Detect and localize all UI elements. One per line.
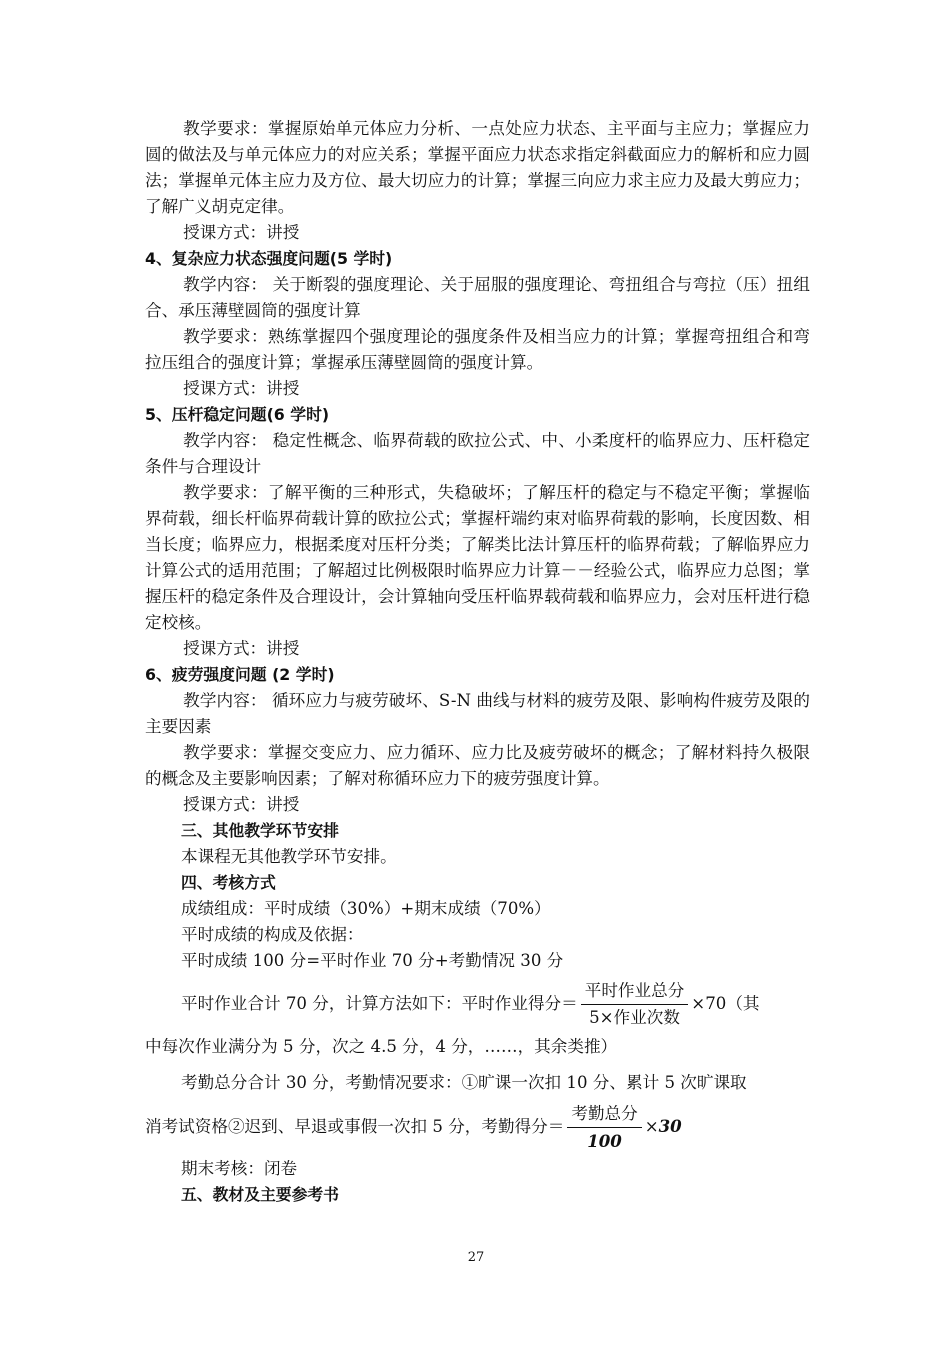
teaching-content-6: 教学内容： 循环应力与疲劳破坏、S-N 曲线与材料的疲劳及限、影响构件疲劳及限的主要因素 — [145, 691, 810, 736]
attendance-fraction — [567, 1103, 641, 1152]
attendance-fraction-numerator: 考勤总分 — [567, 1103, 641, 1128]
teaching-content-4: 教学内容： 关于断裂的强度理论、关于屈服的强度理论、弯扭组合与弯拉（压）扭组合、承压薄壁圆筒的强度计算 — [145, 275, 810, 320]
section-heading-other: 三、其他教学环节安排 — [181, 821, 339, 840]
homework-fraction-denominator: 5×作业次数 — [589, 1008, 680, 1027]
attendance-multiplier-value: 30 — [658, 1116, 682, 1136]
attendance-score-line — [145, 1096, 810, 1156]
teaching-requirements-4: 教学要求：熟练掌握四个强度理论的强度条件及相当应力的计算；掌握弯扭组合和弯拉压组合的强度计算；掌握承压薄壁圆筒的强度计算。 — [145, 327, 810, 372]
teaching-requirements-3: 教学要求：掌握原始单元体应力分析、一点处应力状态、主平面与主应力；掌握应力圆的做法及与单元体应力的对应关系；掌握平面应力状态求指定斜截面应力的解析和应力圆法；掌握单元体主应力及方位、最大切应力的计算；掌握三向应力求主应力及最大剪应力；了解广义胡克定律。 — [145, 119, 810, 216]
section-heading-4: 4、复杂应力状态强度问题(5 学时) — [145, 249, 393, 268]
usual-grade-basis: 平时成绩的构成及依据： — [181, 925, 364, 944]
homework-score-line — [145, 974, 810, 1034]
homework-score-continuation: 中每次作业满分为 5 分，次之 4.5 分，4 分，……，其余类推） — [145, 1037, 618, 1056]
final-exam: 期末考核：闭卷 — [181, 1159, 298, 1178]
document-page — [145, 116, 810, 1208]
grade-composition: 成绩组成：平时成绩（30%）+期末成绩（70%） — [181, 899, 551, 918]
teaching-requirements-5: 教学要求：了解平衡的三种形式，失稳破坏；了解压杆的稳定与不稳定平衡；掌握临界荷载，细长杆临界荷载计算的欧拉公式；掌握杆端约束对临界荷载的影响，长度因数、相当长度；临界应力，根据柔度对压杆分类；了解类比法计算压杆的临界荷载；了解临界应力计算公式的适用范围；了解超过比例极限时临界应力计算－－经验公式，临界应力总图；掌握压杆的稳定条件及合理设计，会计算轴向受压杆临界载荷载和临界应力，会对压杆进行稳定校核。 — [145, 483, 810, 632]
attendance-multiplier-sign: × — [644, 1117, 659, 1136]
attendance-requirements: 考勤总分合计 30 分，考勤情况要求：①旷课一次扣 10 分、累计 5 次旷课取 — [181, 1073, 747, 1092]
teaching-method-4: 授课方式：讲授 — [183, 379, 300, 398]
section-heading-6: 6、疲劳强度问题 (2 学时) — [145, 665, 335, 684]
teaching-method-6: 授课方式：讲授 — [183, 795, 300, 814]
teaching-requirements-6: 教学要求：掌握交变应力、应力循环、应力比及疲劳破坏的概念；了解材料持久极限的概念及主要影响因素；了解对称循环应力下的疲劳强度计算。 — [145, 743, 810, 788]
homework-score-text: 平时作业合计 70 分，计算方法如下：平时作业得分＝ — [181, 994, 578, 1013]
homework-multiplier: ×70 — [691, 994, 727, 1013]
section-heading-5: 5、压杆稳定问题(6 学时) — [145, 405, 330, 424]
attendance-score-text: 消考试资格②迟到、早退或事假一次扣 5 分，考勤得分＝ — [145, 1117, 565, 1136]
teaching-method-5: 授课方式：讲授 — [183, 639, 300, 658]
usual-grade-formula: 平时成绩 100 分=平时作业 70 分+考勤情况 30 分 — [181, 951, 564, 970]
page-number: 27 — [467, 1250, 485, 1265]
teaching-method-3: 授课方式：讲授 — [183, 223, 300, 242]
homework-score-tail: （其 — [726, 994, 760, 1013]
other-arrangements: 本课程无其他教学环节安排。 — [181, 847, 397, 866]
section-heading-textbooks: 五、教材及主要参考书 — [181, 1185, 339, 1204]
section-heading-assessment: 四、考核方式 — [181, 873, 276, 892]
homework-fraction-numerator: 平时作业总分 — [581, 980, 689, 1005]
attendance-fraction-denominator: 100 — [587, 1131, 622, 1151]
homework-fraction — [581, 980, 689, 1029]
teaching-content-5: 教学内容： 稳定性概念、临界荷载的欧拉公式、中、小柔度杆的临界应力、压杆稳定条件与合理设计 — [145, 431, 810, 476]
